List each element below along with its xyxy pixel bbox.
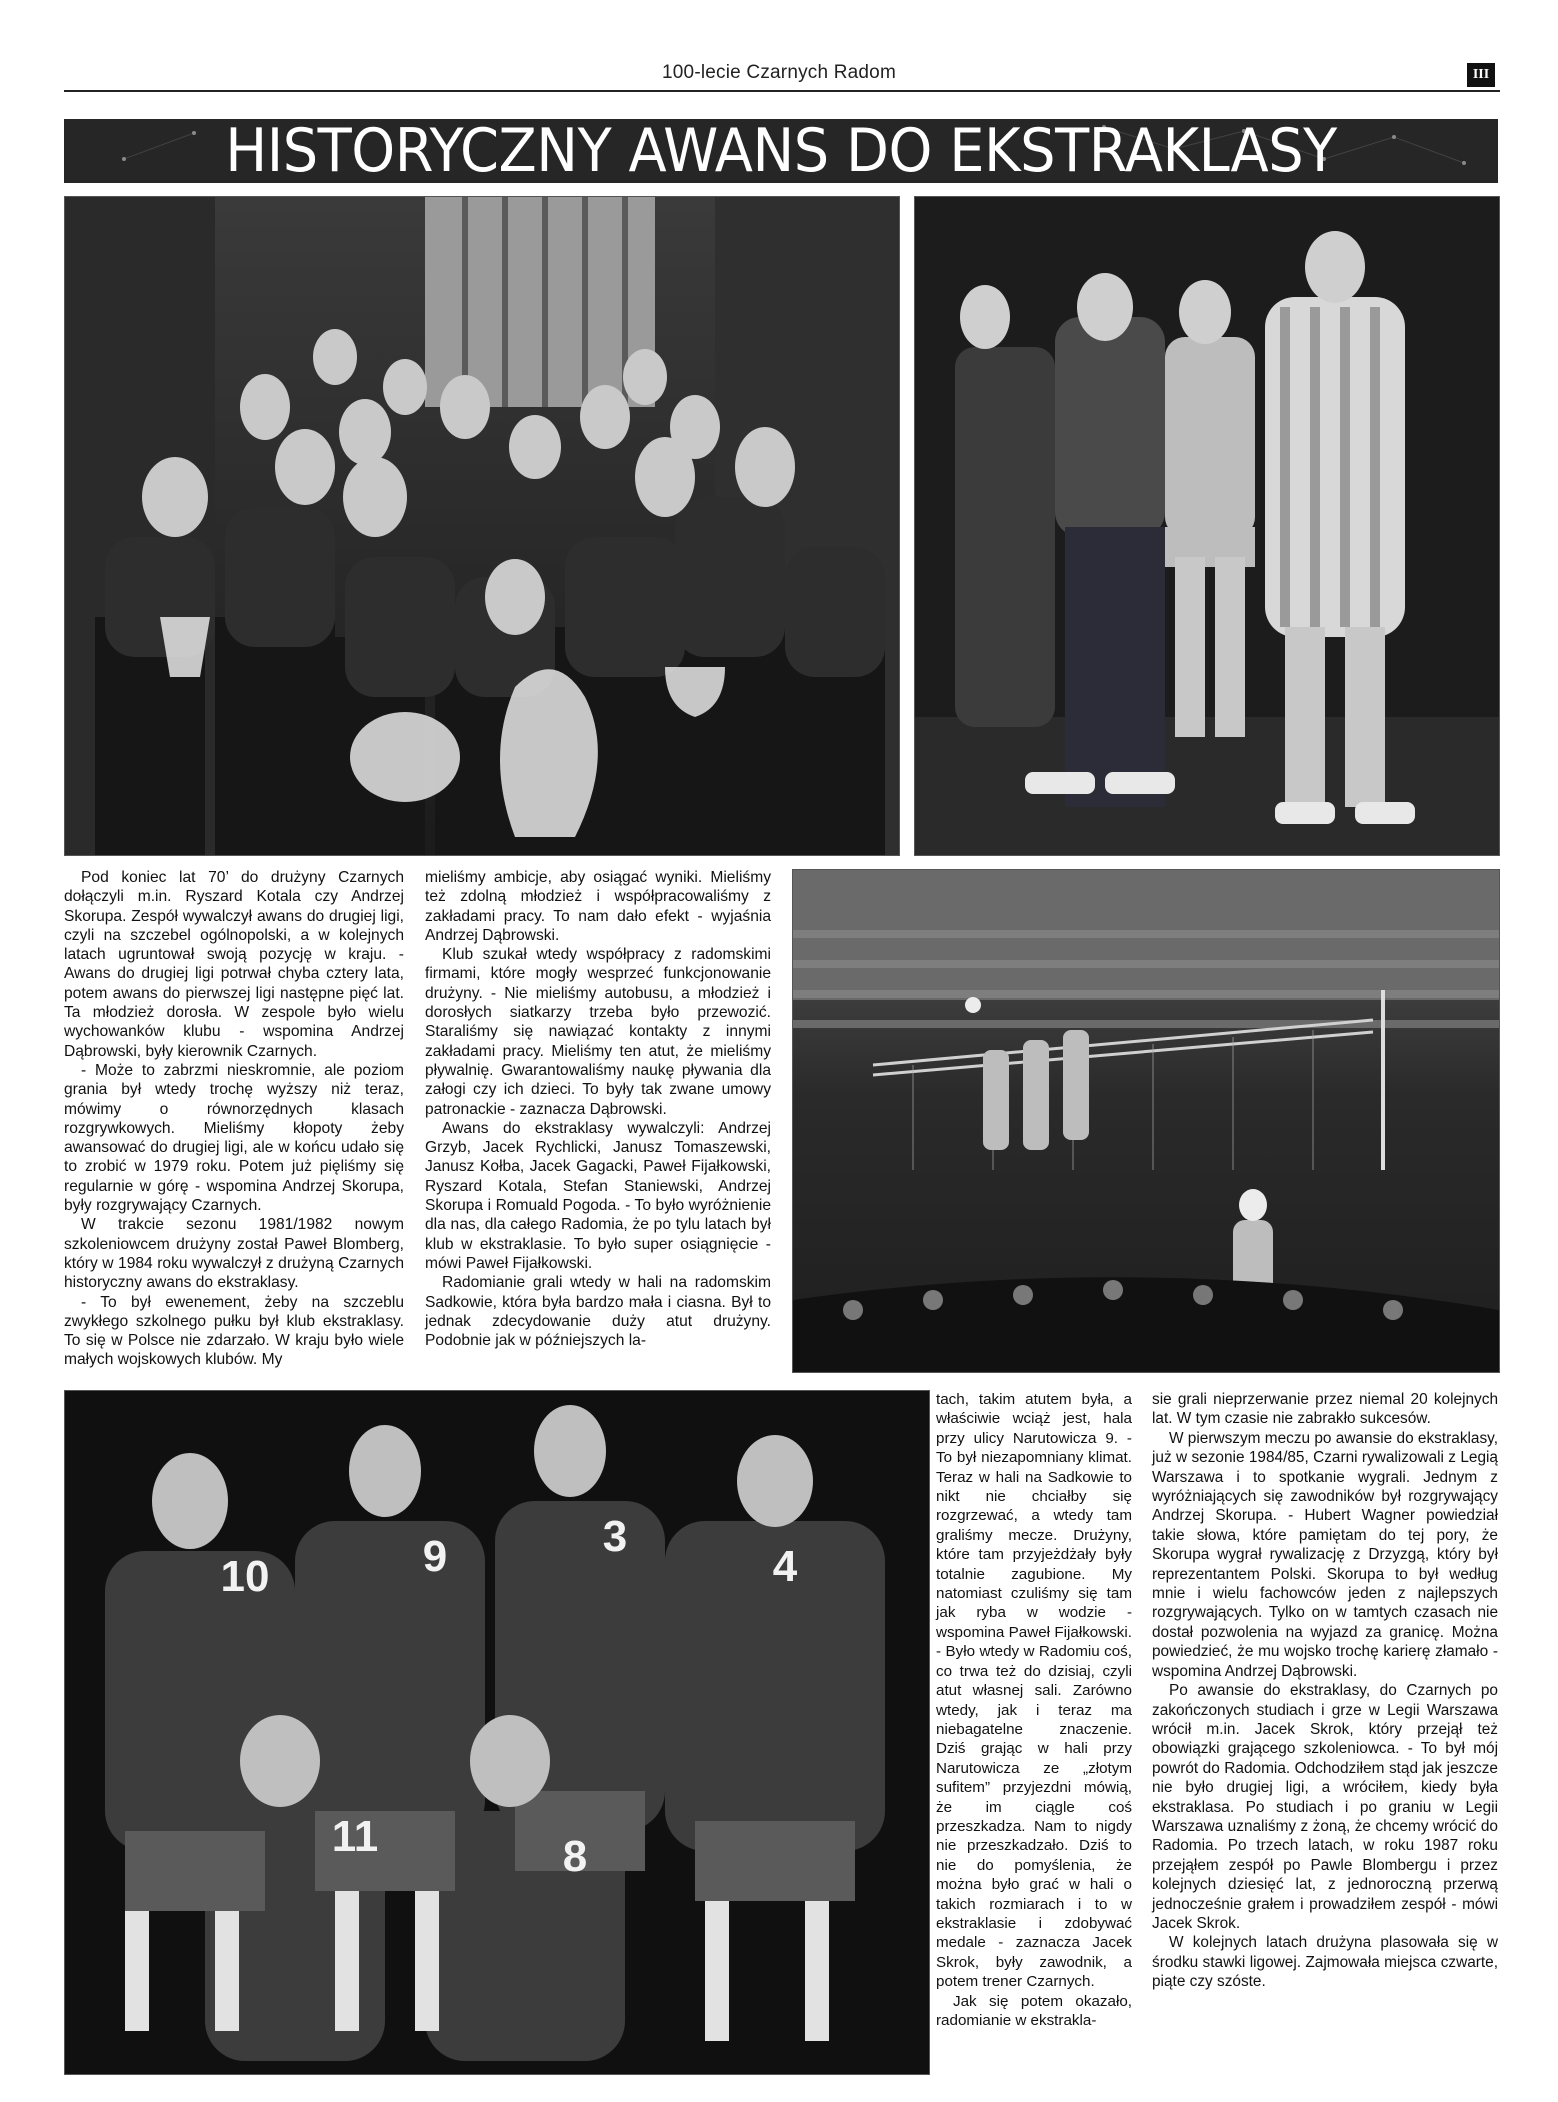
article-column-3 bbox=[936, 1390, 1132, 2030]
paragraph: W kolejnych latach drużyna plasowała się w środku stawki ligowej. Zajmowała miejsca czwarte, piąte czy szóste. bbox=[1152, 1934, 1498, 1991]
paragraph: W pierwszym meczu po awansie do ekstraklasy, już w sezonie 1984/85, Czarni rywalizowali z Legią Warszawa i to spotkanie wygrali. Jednym z wyróżniających się zawodników był rozgrywający Andrzej Skorupa. - Hubert Wagner powiedział takie słowa, które pamiętam do tej pory, że Skorupa wygrał rywalizację z Drzyzgą, który był reprezentantem Polski. Skorupa to był według mnie i wielu fachowców jeden z najlepszych rozgrywających. Tylko on w tamtych czasach nie dostał pozwolenia na wyjazd za granicę. Można powiedzieć, że mu wojsko trochę karierę złamało - wspomina Andrzej Dąbrowski. bbox=[1152, 1429, 1499, 1680]
paragraph: tach, takim atutem była, a właściwie wciąż jest, hala przy ulicy Narutowicza 9. - To był niezapomniany klimat. Teraz w hali na Sadkowie to nikt nie chciałby się rozgrzewać, a wtedy tam graliśmy mecze. Drużyny, które tam przyjeżdżały były totalnie zagubione. My natomiast czuliśmy się tam jak ryba w wodzie - wspomina Paweł Fijałkowski. - Było wtedy w Radomiu coś, co trwa też do dzisiaj, czyli atut własnej sali. Zarówno wtedy, jak i teraz ma niebagatelne znaczenie. Dziś grając w hali przy Narutowicza ze „złotym sufitem” przyjezdni mówią, że im ciągle coś przeszkadza. Nam to nigdy nie przeszkadzało. Dziś to nie do pomyślenia, że można było grać w hali o takich rozmiarach i to w ekstraklasie i zdobywać medale - zaznacza Jacek Skrok, były zawodnik, a potem trener Czarnych. bbox=[936, 1391, 1132, 1991]
paragraph: Jak się potem okazało, radomianie w ekstrakla- bbox=[936, 1992, 1132, 2029]
jersey-number-1: 10 bbox=[220, 1552, 270, 1601]
paragraph: sie grali nieprzerwanie przez niemal 20 kolejnych lat. W tym czasie nie zabrakło sukcesów. bbox=[1152, 1391, 1498, 1428]
jersey-number-2: 9 bbox=[422, 1532, 448, 1581]
photo-players-celebrating bbox=[914, 196, 1500, 856]
paragraph: W trakcie sezonu 1981/1982 nowym szkoleniowcem drużyny został Paweł Blomberg, który w 1984 roku wywalczył z drużyną Czarnych historyczny awans do ekstraklasy. bbox=[64, 1216, 404, 1292]
photo-match-in-hall bbox=[792, 869, 1500, 1373]
headline: HISTORYCZNY AWANS DO EKSTRAKLASY bbox=[225, 119, 1337, 183]
jersey-number-6: 8 bbox=[562, 1832, 588, 1881]
paragraph: mieliśmy ambicje, aby osiągać wyniki. Mieliśmy też zdolną młodzież i współpracowaliśmy z zakładami pracy. To nam dało efekt - wyjaśnia Andrzej Dąbrowski. bbox=[425, 869, 771, 944]
page-number-badge: III bbox=[1467, 63, 1495, 87]
jersey-number-4: 4 bbox=[772, 1542, 798, 1591]
header-rule bbox=[64, 90, 1500, 92]
article-column-2 bbox=[425, 868, 771, 1350]
paragraph: - Może to zabrzmi nieskromnie, ale poziom grania był wtedy trochę wyższy niż teraz, mówimy o równorzędnych klasach rozgrywkowych. Mieliśmy kłopoty żeby awansować do drugiej ligi, ale w końcu udało się to zrobić w 1979 roku. Potem już pięliśmy się regularnie w górę - wspomina Andrzej Skorupa, były rozgrywający Czarnych. bbox=[64, 1061, 404, 1215]
paragraph: - To był ewenement, żeby na szczeblu zwykłego szkolnego pułku był klub ekstraklasy. To się w Polsce nie zdarzało. W kraju było wiele małych wojskowych klubów. My bbox=[64, 1293, 404, 1369]
paragraph: Po awansie do ekstraklasy, do Czarnych po zakończonych studiach i grze w Legii Warszawa wrócił m.in. Jacek Skrok, który przejął też obowiązki grającego szkoleniowca. - To był mój powrót do Radomia. Odchodziłem stąd jak jeszcze nie było drugiej ligi, a wróciłem, kiedy była ekstraklasa. Po studiach i po graniu w Legii Warszawa uznaliśmy z żoną, że chcemy wrócić do Radomia. Po trzech latach, w roku 1987 roku przejąłem zespół po Pawle Blombergu i przez kolejnych dziesięć lat, z jednoroczną przerwą jednocześnie grałem i prowadziłem zespół - mówi Jacek Skrok. bbox=[1152, 1682, 1498, 1932]
article-column-1 bbox=[64, 868, 404, 1370]
headline-banner bbox=[64, 119, 1498, 183]
paragraph: Klub szukał wtedy współpracy z radomskimi firmami, które mogły wesprzeć funkcjonowanie drużyny. - Nie mieliśmy autobusu, a młodzież i dorosłych siatkarzy trzeba było przewozić. Staraliśmy się nawiązać kontakty z innymi zakładami pracy. Mieliśmy ten atut, że mieliśmy pływalnię. Gwarantowaliśmy naukę pływania dla załogi czy ich dzieci. To były tak zwane umowy patronackie - zaznacza Dąbrowski. bbox=[425, 946, 771, 1118]
paragraph: Pod koniec lat 70’ do drużyny Czarnych dołączyli m.in. Ryszard Kotala czy Andrzej Skorupa. Zespół wywalczył awans do drugiej ligi, czyli na szczebel ogólnopolski, a w kolejnych latach ugruntował swoją pozycję w kraju. - Awans do drugiej ligi potrwał chyba cztery lata, potem awans do pierwszej ligi następne pięć lat. Ta młodzież dorosła. W zespole było wielu wychowanków klubu - wspomina Andrzej Dąbrowski, były kierownik Czarnych. bbox=[64, 869, 404, 1060]
photo-team-trophies bbox=[64, 196, 900, 856]
paragraph: Radomianie grali wtedy w hali na radomskim Sadkowie, która była bardzo mała i ciasna. Był to jednak zdecydowanie duży atut drużyny. Podobnie jak w późniejszych la- bbox=[425, 1274, 771, 1350]
running-title: 100-lecie Czarnych Radom bbox=[662, 62, 896, 83]
jersey-number-5: 11 bbox=[331, 1812, 379, 1861]
article-column-4 bbox=[1152, 1390, 1498, 1992]
jersey-number-3: 3 bbox=[602, 1512, 628, 1561]
photo-team-jerseys bbox=[64, 1390, 930, 2075]
paragraph: Awans do ekstraklasy wywalczyli: Andrzej Grzyb, Jacek Rychlicki, Janusz Tomaszewski, Janusz Kołba, Jacek Gagacki, Paweł Fijałkowski, Ryszard Kotala, Stefan Staniewski, Andrzej Skorupa i Romuald Pogoda. - To było wyróżnienie dla nas, dla całego Radomia, że po tylu latach był klub w ekstraklasie. To było super osiągnięcie - mówi Paweł Fijałkowski. bbox=[425, 1119, 771, 1272]
